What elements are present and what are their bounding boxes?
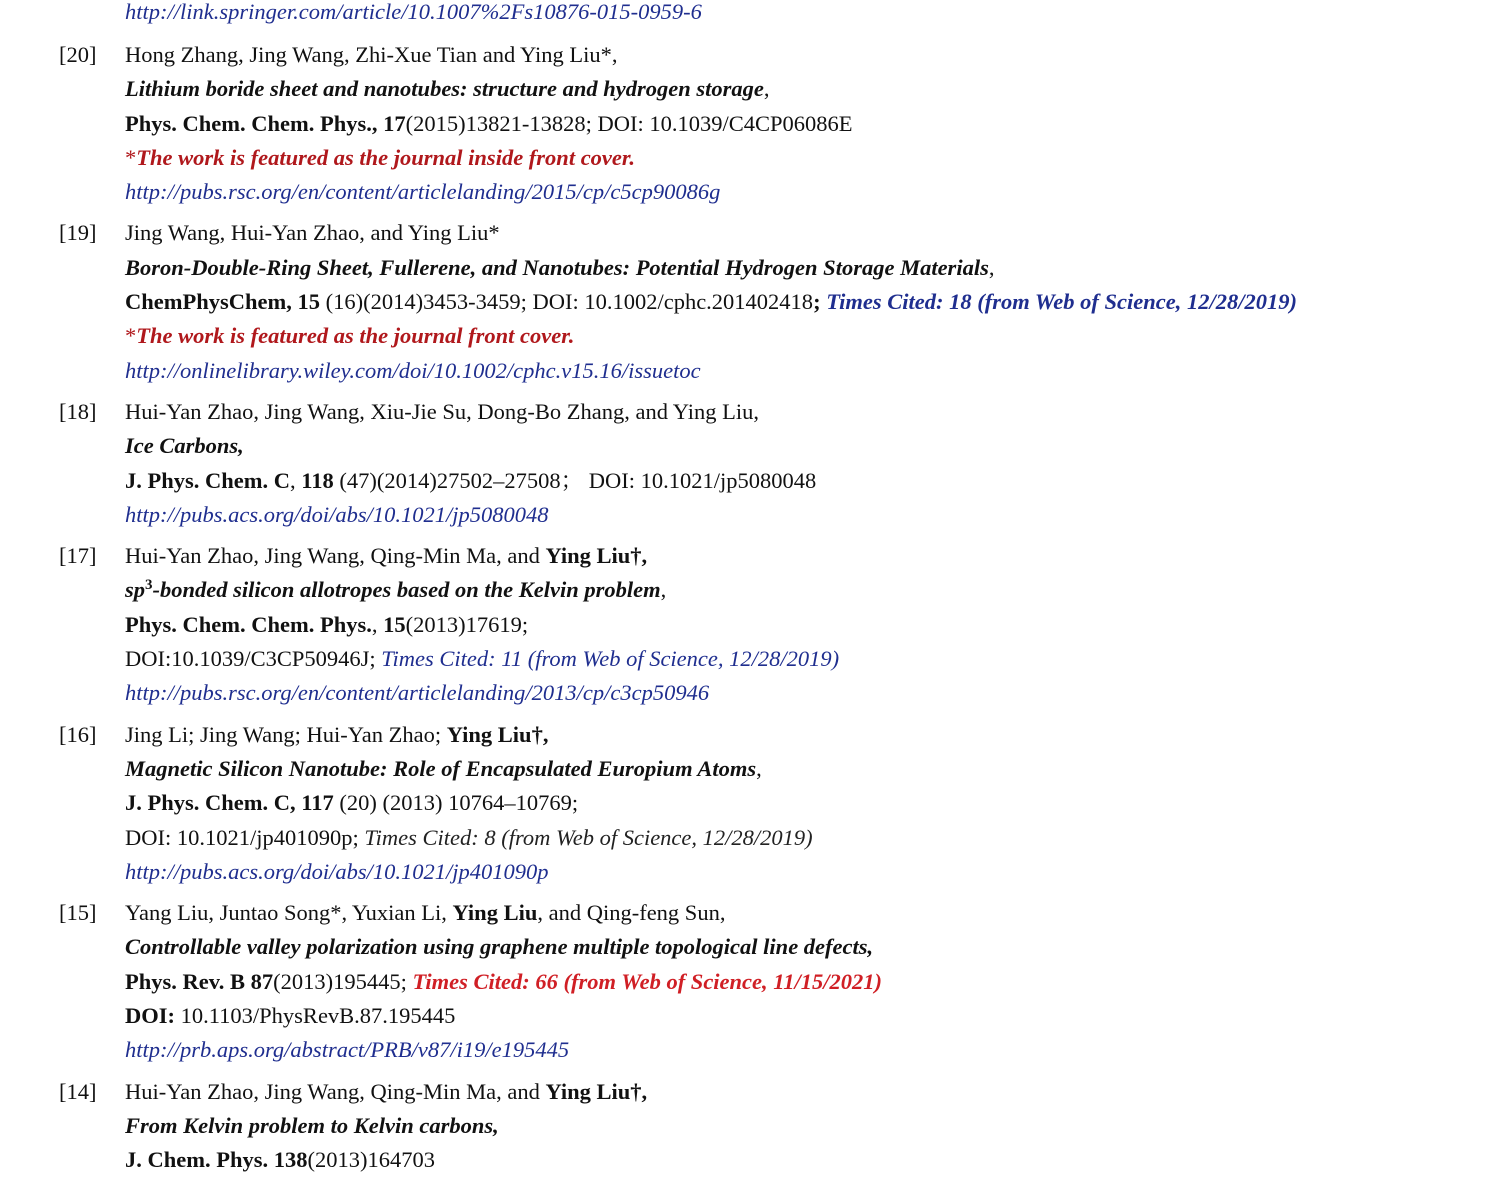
reference-doi: DOI: 10.1103/PhysRevB.87.195445: [125, 1003, 456, 1029]
reference-journal: Phys. Rev. B 87(2013)195445; Times Cited: 66 (from Web of Science, 11/15/2021): [125, 968, 883, 994]
reference-number: [20]: [59, 42, 97, 67]
reference-authors: Hong Zhang, Jing Wang, Zhi-Xue Tian and Ying Liu*,: [125, 42, 618, 67]
reference-link[interactable]: [125, 0, 702, 24]
reference-title: Ice Carbons,: [125, 433, 244, 459]
reference-entry: [0, 718, 1499, 889]
reference-number: [19]: [59, 220, 97, 246]
reference-journal: ChemPhysChem, 15 (16)(2014)3453-3459; DOI: 10.1002/cphc.201402418; Times Cited: 18 (from Web of Science, 12/28/2019): [125, 289, 1297, 315]
reference-link[interactable]: http://pubs.rsc.org/en/content/articlelanding/2015/cp/c5cp90086g: [125, 179, 721, 205]
times-cited: Times Cited: 11 (from Web of Science, 12/28/2019): [381, 646, 840, 672]
reference-link[interactable]: http://pubs.rsc.org/en/content/articlelanding/2013/cp/c3cp50946: [125, 680, 710, 706]
reference-title: Boron-Double-Ring Sheet, Fullerene, and Nanotubes: Potential Hydrogen Storage Materials,: [125, 254, 995, 280]
reference-entry: [0, 896, 1499, 1067]
reference-number: [15]: [59, 900, 97, 926]
reference-doi: DOI:10.1039/C3CP50946J; Times Cited: 11 (from Web of Science, 12/28/2019): [125, 646, 840, 672]
reference-journal: J. Phys. Chem. C, 118 (47)(2014)27502–27508； DOI: 10.1021/jp5080048: [125, 467, 817, 493]
reference-link[interactable]: http://onlinelibrary.wiley.com/doi/10.1002/cphc.v15.16/issuetoc: [125, 357, 701, 383]
link-text[interactable]: http://link.springer.com/article/10.1007%2Fs10876-015-0959-6: [125, 0, 702, 24]
times-cited: Times Cited: 18 (from Web of Science, 12/28/2019): [826, 289, 1297, 315]
reference-number: [16]: [59, 721, 97, 747]
reference-journal: J. Phys. Chem. C, 117 (20) (2013) 10764–10769;: [125, 790, 579, 816]
reference-entry: [0, 395, 1499, 532]
reference-authors: Hui-Yan Zhao, Jing Wang, Xiu-Jie Su, Dong-Bo Zhang, and Ying Liu,: [125, 398, 759, 424]
reference-link[interactable]: http://prb.aps.org/abstract/PRB/v87/i19/e195445: [125, 1037, 570, 1063]
reference-link[interactable]: http://pubs.acs.org/doi/abs/10.1021/jp5080048: [125, 501, 549, 527]
reference-entry: [0, 38, 1499, 209]
reference-authors: Hui-Yan Zhao, Jing Wang, Qing-Min Ma, and Ying Liu†,: [125, 543, 648, 569]
reference-title: Magnetic Silicon Nanotube: Role of Encapsulated Europium Atoms,: [125, 755, 762, 781]
times-cited: Times Cited: 8 (from Web of Science, 12/28/2019): [364, 824, 813, 850]
reference-list: [0, 38, 1499, 1178]
reference-title: Lithium boride sheet and nanotubes: structure and hydrogen storage,: [125, 76, 770, 102]
times-cited: Times Cited: 66 (from Web of Science, 11/15/2021): [412, 968, 883, 994]
reference-title: Controllable valley polarization using graphene multiple topological line defects,: [125, 934, 874, 960]
reference-title: $sp^3$-bonded silicon allotropes based on the Kelvin problem,: [125, 577, 667, 603]
reference-title: From Kelvin problem to Kelvin carbons,: [125, 1112, 499, 1138]
reference-number: [14]: [59, 1078, 97, 1104]
reference-number: [17]: [59, 543, 97, 569]
reference-journal: Phys. Chem. Chem. Phys., 15(2013)17619;: [125, 611, 529, 637]
featured-note: *The work is featured as the journal front cover.: [125, 323, 575, 349]
reference-entry: [0, 1075, 1499, 1178]
featured-note: *The work is featured as the journal inside front cover.: [125, 144, 636, 170]
reference-link[interactable]: http://pubs.acs.org/doi/abs/10.1021/jp401090p: [125, 858, 549, 884]
reference-authors: Jing Li; Jing Wang; Hui-Yan Zhao; Ying Liu†,: [125, 721, 549, 747]
reference-authors: Jing Wang, Hui-Yan Zhao, and Ying Liu*: [125, 220, 500, 246]
reference-entry: [0, 216, 1499, 387]
reference-authors: Yang Liu, Juntao Song*, Yuxian Li, Ying Liu, and Qing-feng Sun,: [125, 900, 726, 926]
reference-number: [18]: [59, 398, 97, 424]
reference-doi: DOI: 10.1021/jp401090p; Times Cited: 8 (from Web of Science, 12/28/2019): [125, 824, 813, 850]
reference-journal: Phys. Chem. Chem. Phys., 17(2015)13821-13828; DOI: 10.1039/C4CP06086E: [125, 110, 853, 136]
reference-journal: J. Chem. Phys. 138(2013)164703: [125, 1147, 436, 1173]
reference-authors: Hui-Yan Zhao, Jing Wang, Qing-Min Ma, and Ying Liu†,: [125, 1078, 648, 1104]
reference-entry: [0, 539, 1499, 710]
